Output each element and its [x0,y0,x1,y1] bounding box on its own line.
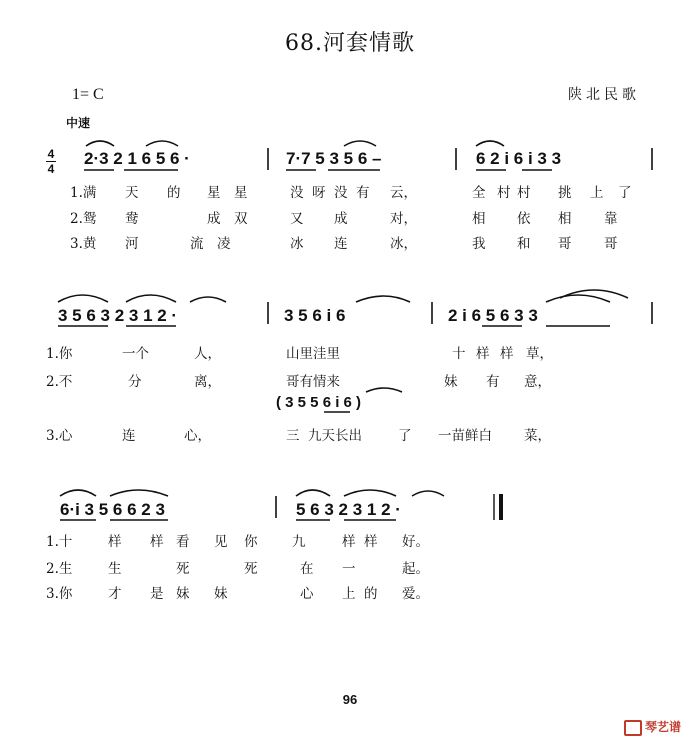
system1-measure3-notes: 6 2 i 6 i 3 3 [476,149,562,168]
lyric-word: 样 [364,534,378,550]
lyric-word: 连 [334,236,348,252]
lyric-word: 草， [526,346,553,362]
lyric-word: 看 [176,534,190,550]
lyric-word: 十 [452,346,466,362]
lyric-word: 相 [472,211,486,227]
slur [86,141,114,146]
tempo-marking: 中速 [66,116,91,130]
time-signature-top: 4 [47,147,55,161]
lyric-word: 死 [244,561,258,577]
lyric-word: 心， [184,428,211,444]
lyric-word: 上 [342,586,356,602]
lyric-word: 3.你 [46,586,73,602]
lyric-word: 一 [342,561,356,577]
lyric-word: 我 [472,236,486,252]
slur [296,490,330,496]
lyric-word: 了 [618,185,632,201]
lyric-word: 心 [300,586,314,602]
lyric-word: 爱。 [402,586,429,602]
lyric-word: 全 [472,185,486,201]
lyric-word: 1.你 [46,346,73,362]
slur [356,296,410,302]
lyric-word: 意， [524,374,551,390]
lyric-word: 冰， [390,236,417,252]
lyric-word: 又 [290,211,304,227]
slur [476,141,504,146]
lyric-word: 呀 [312,185,326,201]
lyric-word: 一苗鲜白 [438,428,492,444]
lyric-word: 生 [108,561,122,577]
lyric-word: 冰 [290,236,304,252]
lyric-word: 九天长出 [308,428,362,444]
lyric-word: 死 [176,561,190,577]
system2-measure1-notes: 3 5 6 3 2 3 1 2 · [58,306,178,325]
song-source: 陕北民歌 [568,87,640,103]
lyric-word: 相 [558,211,572,227]
lyric-word: 见 [214,534,228,550]
lyric-word: 上 [590,185,604,201]
lyric-word: 连 [122,428,136,444]
system1-measure1-notes: 2·3 2 1 6 5 6 · [84,149,190,168]
system1-measure2-notes: 7·7 5 3 5 6 – [286,149,382,168]
lyric-word: 凌 [217,236,231,252]
key-signature: 1= C [72,86,104,103]
lyric-word: 3.心 [46,428,73,444]
lyric-word: 成 [207,211,221,227]
system3-measure1-notes: 6·i 3 5 6 6 2 3 [60,500,165,519]
slur [60,490,96,496]
lyric-word: 2.鸳 [70,211,97,227]
watermark-logo-icon [624,720,642,736]
lyric-word: 云， [390,185,417,201]
slur [190,297,226,302]
lyric-word: 3.黄 [70,236,97,252]
lyric-word: 菜， [524,428,551,444]
lyric-word: 山里洼里 [286,346,340,362]
lyric-word: 是 [150,586,164,602]
slur [110,490,168,496]
lyric-word: 妹 [176,586,190,602]
slur [146,141,178,146]
lyric-word: 的 [167,185,181,201]
slur [126,295,176,302]
lyric-word: 村 [497,185,511,201]
alternate-melody-line: ( 3 5 5 6 i 6 ) [276,394,362,411]
lyric-word: 了 [398,428,412,444]
system2-measure3-notes: 2 i 6 5 6 3 3 [448,306,538,325]
lyric-word: 和 [517,236,531,252]
lyric-word: 1.满 [70,185,97,201]
lyric-word: 1.十 [46,534,73,550]
slur [58,295,108,302]
lyric-word: 挑 [558,185,572,201]
lyric-word: 分 [128,374,142,390]
lyric-word: 哥 [604,236,618,252]
lyric-word: 好。 [402,534,429,550]
lyric-word: 有 [356,185,370,201]
lyric-word: 起。 [402,561,429,577]
lyric-word: 没 [334,185,348,201]
lyric-word: 的 [364,586,378,602]
lyric-word: 对， [390,211,417,227]
lyric-word: 样 [342,534,356,550]
slur [344,141,376,146]
lyric-word: 村 [517,185,531,201]
song-title: 68.河套情歌 [285,31,415,56]
lyric-word: 没 [290,185,304,201]
lyric-word: 流 [190,236,204,252]
lyric-word: 靠 [604,211,618,227]
lyric-word: 有 [486,374,500,390]
lyric-word: 星 [207,185,221,201]
lyric-word: 妹 [444,374,458,390]
time-signature-bottom: 4 [47,162,55,176]
page-number: 96 [342,692,358,707]
lyric-word: 鸯 [125,211,139,227]
lyric-word: 人， [194,346,221,362]
lyric-word: 才 [108,586,122,602]
system2-measure2-notes: 3 5 6 i 6 [284,306,346,325]
lyric-word: 样 [150,534,164,550]
lyric-word: 哥 [558,236,572,252]
lyric-word: 双 [234,211,248,227]
system3-measure2-notes: 5 6 3 2 3 1 2 · [296,500,401,519]
lyric-word: 天 [125,185,139,201]
lyric-word: 样 [108,534,122,550]
lyric-word: 在 [300,561,314,577]
lyric-word: 妹 [214,586,228,602]
slur [412,491,444,496]
lyric-word: 2.生 [46,561,73,577]
lyric-word: 样 [500,346,514,362]
lyric-word: 一个 [122,346,149,362]
watermark-text: 琴艺谱 [645,720,682,734]
lyric-word: 三 [286,428,300,444]
lyric-word: 星 [234,185,248,201]
lyric-word: 成 [334,211,348,227]
lyric-word: 九 [292,534,306,550]
slur [344,490,396,496]
watermark [624,718,681,736]
lyric-word: 样 [476,346,490,362]
lyric-word: 离， [194,374,221,390]
lyric-word: 你 [244,534,258,550]
lyric-word: 哥有情来 [286,374,340,390]
lyric-word: 2.不 [46,374,73,390]
lyric-word: 依 [517,211,531,227]
slur [546,295,610,302]
slur [366,388,402,392]
lyric-word: 河 [125,236,139,252]
